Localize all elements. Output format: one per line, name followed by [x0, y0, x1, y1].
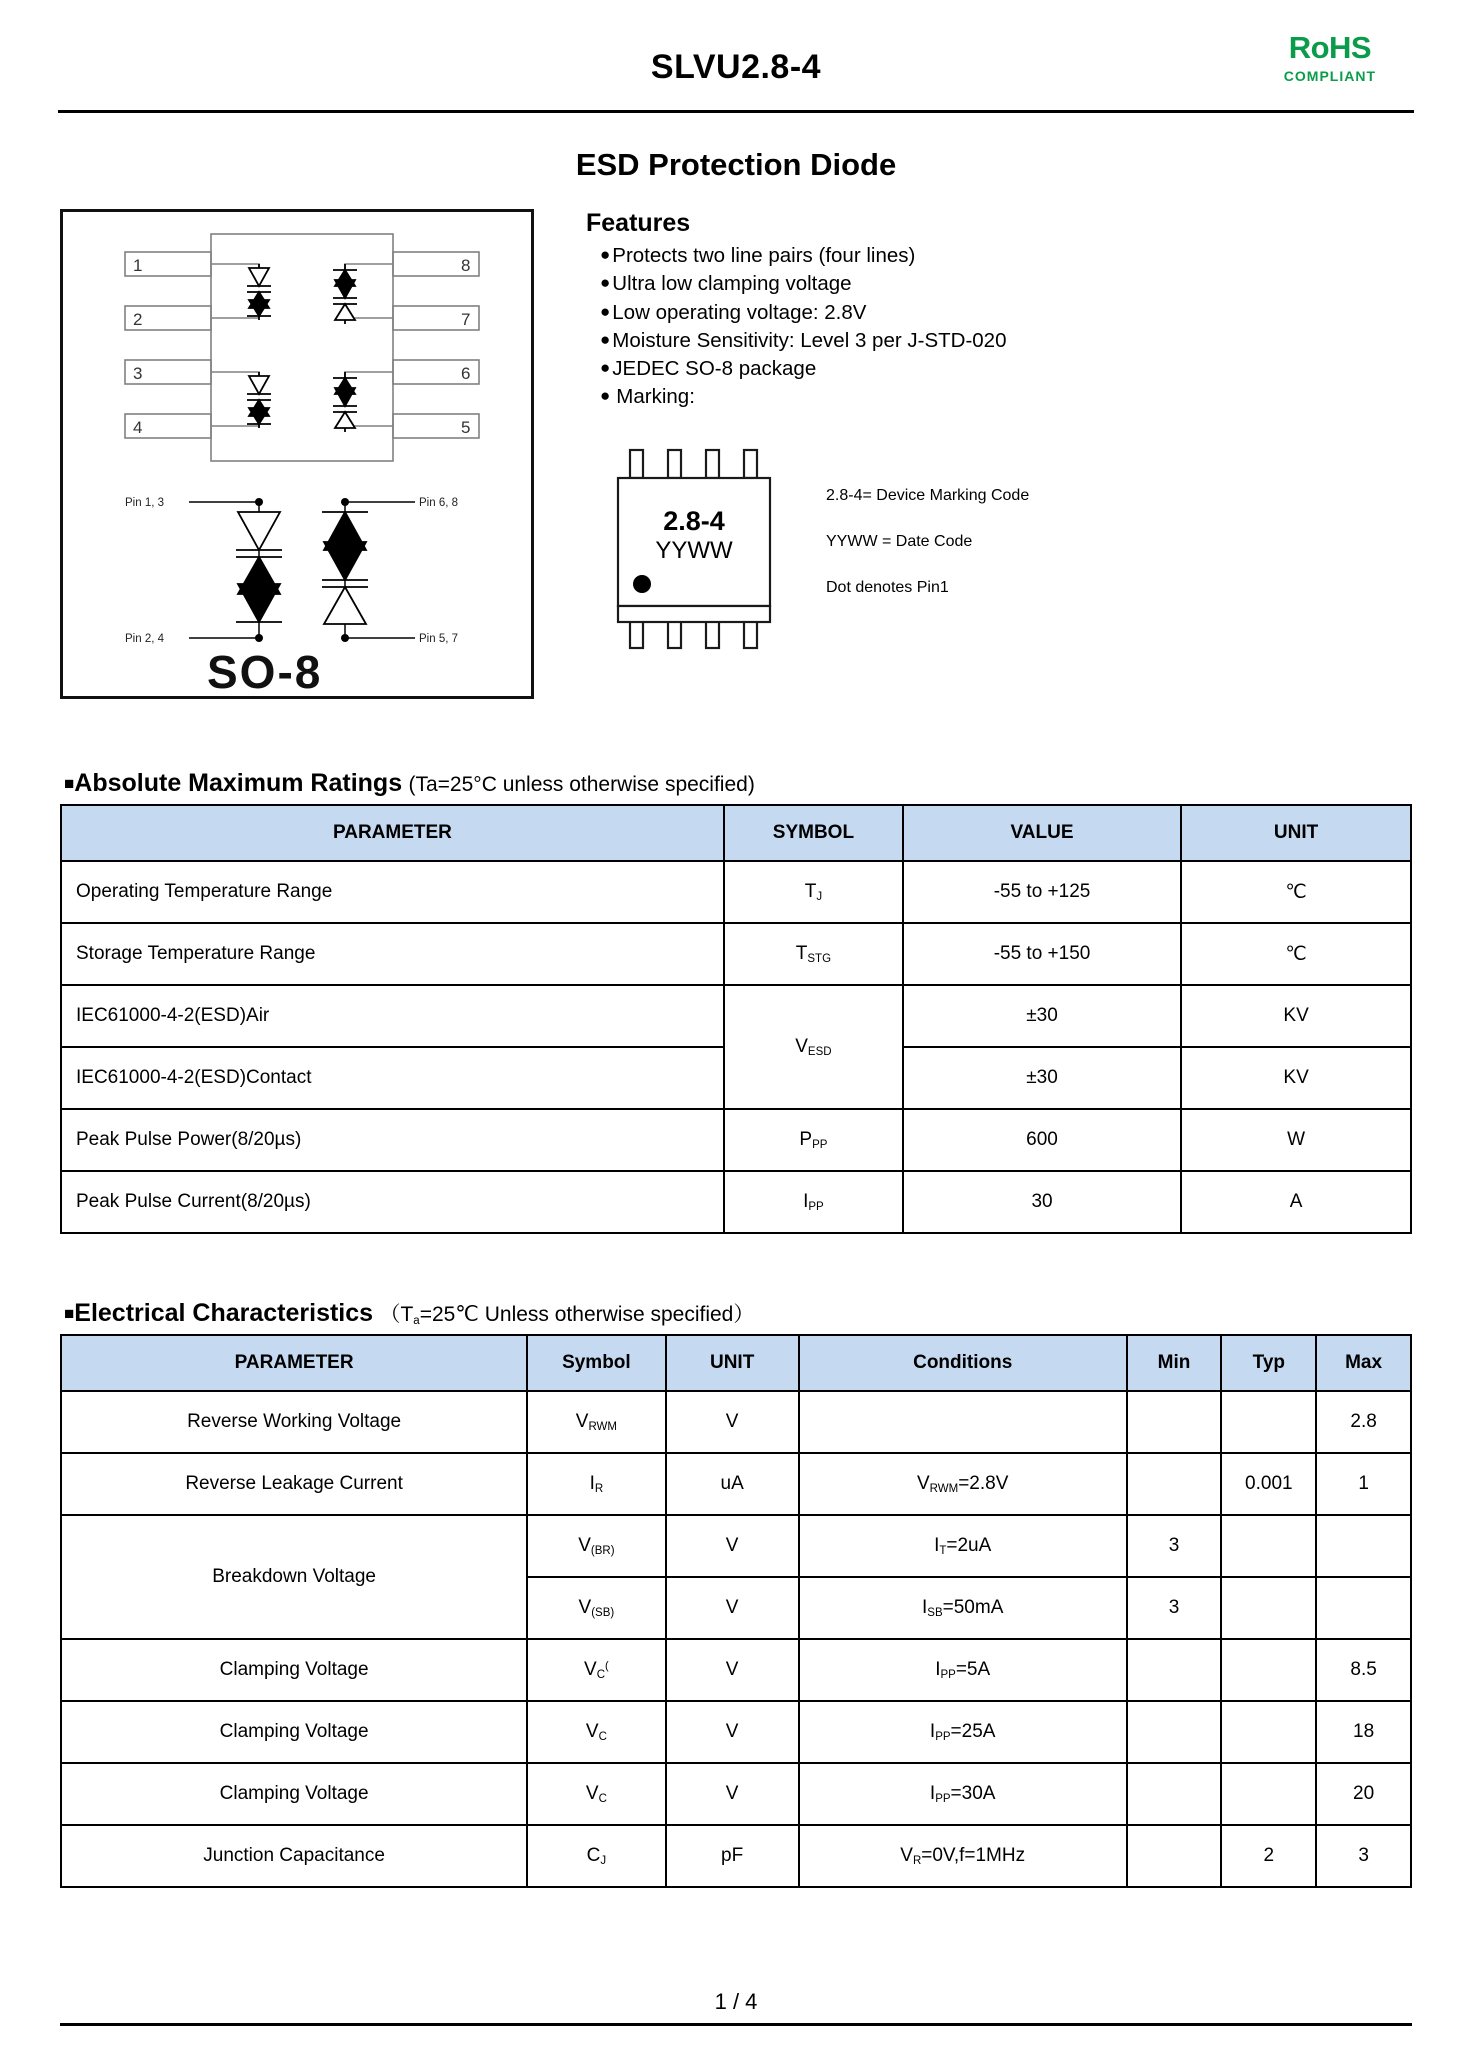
- pin-configuration-diagram: [63, 212, 531, 696]
- electrical-characteristics-table: [60, 1334, 1412, 1888]
- cell-symbol: $V_C$: [527, 1701, 665, 1763]
- pin-number-4: 4: [133, 418, 143, 437]
- feature-text: Moisture Sensitivity: Level 3 per J-STD-020: [612, 328, 1007, 352]
- cell-conditions: [799, 1391, 1127, 1453]
- feature-item: [600, 242, 1412, 270]
- cell-max: 3: [1316, 1825, 1411, 1887]
- feature-item: [600, 270, 1412, 298]
- cell-conditions: $I_{PP}=25A$: [799, 1701, 1127, 1763]
- cell-min: [1127, 1701, 1222, 1763]
- cell-symbol: $P_{PP}$: [724, 1109, 903, 1171]
- cell-typ: [1221, 1577, 1316, 1639]
- cell-parameter: Reverse Working Voltage: [61, 1391, 527, 1453]
- cell-min: 3: [1127, 1515, 1222, 1577]
- col-unit: UNIT: [666, 1335, 799, 1391]
- node-label-pin-2-4: Pin 2, 4: [125, 633, 164, 645]
- cell-typ: 0.001: [1221, 1453, 1316, 1515]
- date-code-text: YYWW: [655, 536, 733, 564]
- cell-conditions: $V_R=0V,f=1MHz$: [799, 1825, 1127, 1887]
- cell-value: ±30: [903, 985, 1181, 1047]
- cell-parameter: Reverse Leakage Current: [61, 1453, 527, 1515]
- node-label-pin-6-8: Pin 6, 8: [419, 497, 458, 509]
- marking-diagram-section: [586, 442, 1412, 657]
- cell-unit: A: [1181, 1171, 1411, 1233]
- feature-item: [600, 383, 1412, 411]
- features-column: [550, 209, 1412, 699]
- cell-symbol: $V_{(SB)}$: [527, 1577, 665, 1639]
- cell-unit: pF: [666, 1825, 799, 1887]
- cell-max: 8.5: [1316, 1639, 1411, 1701]
- abs-max-heading-sub: (Ta=25°C unless otherwise specified): [408, 773, 755, 796]
- cell-unit: V: [666, 1391, 799, 1453]
- bullet-icon: ●: [600, 358, 611, 378]
- cell-unit: ℃: [1181, 923, 1411, 985]
- table-row: [61, 1109, 1411, 1171]
- section-marker-icon: ■: [64, 774, 75, 793]
- page-header: [60, 0, 1412, 110]
- table-row: [61, 985, 1411, 1047]
- page-number: 1 / 4: [714, 1989, 758, 2014]
- cell-max: 18: [1316, 1701, 1411, 1763]
- cell-max: [1316, 1515, 1411, 1577]
- cell-parameter: Operating Temperature Range: [61, 861, 724, 923]
- table-row: [61, 923, 1411, 985]
- cell-unit: KV: [1181, 985, 1411, 1047]
- abs-max-heading: [64, 769, 1412, 798]
- cell-parameter: IEC61000-4-2(ESD)Air: [61, 985, 724, 1047]
- header-divider: [58, 110, 1414, 113]
- features-heading: Features: [586, 209, 691, 237]
- elec-heading-title: Electrical Characteristics: [74, 1299, 374, 1327]
- col-typ: Typ: [1221, 1335, 1316, 1391]
- absolute-maximum-ratings-table: [60, 804, 1412, 1234]
- cell-typ: [1221, 1639, 1316, 1701]
- col-max: Max: [1316, 1335, 1411, 1391]
- marking-note: 2.8-4= Device Marking Code: [826, 486, 1030, 504]
- cell-value: -55 to +150: [903, 923, 1181, 985]
- col-value: VALUE: [903, 805, 1181, 861]
- page-title: ESD Protection Diode: [575, 147, 897, 182]
- feature-item: [600, 299, 1412, 327]
- cell-typ: [1221, 1763, 1316, 1825]
- cell-symbol: $T_J$: [724, 861, 903, 923]
- table-row: [61, 1639, 1411, 1701]
- col-conditions: Conditions: [799, 1335, 1127, 1391]
- col-parameter: PARAMETER: [61, 805, 724, 861]
- table-row: [61, 1825, 1411, 1887]
- cell-symbol: $V_{RWM}$: [527, 1391, 665, 1453]
- footer-divider: [60, 2023, 1412, 2026]
- cell-symbol: $T_{STG}$: [724, 923, 903, 985]
- pin-number-6: 6: [461, 364, 471, 383]
- marking-note: YYWW = Date Code: [826, 532, 973, 550]
- abs-max-heading-title: Absolute Maximum Ratings: [74, 769, 403, 797]
- cell-symbol: $I_R$: [527, 1453, 665, 1515]
- overview-section: [60, 209, 1412, 699]
- cell-conditions: $I_T=2uA$: [799, 1515, 1127, 1577]
- cell-conditions: $I_{SB}=50mA$: [799, 1577, 1127, 1639]
- table-row: [61, 1515, 1411, 1577]
- cell-min: [1127, 1639, 1222, 1701]
- pin-number-8: 8: [461, 256, 471, 275]
- bullet-icon: ●: [600, 301, 611, 321]
- cell-typ: [1221, 1515, 1316, 1577]
- cell-symbol: $V_{(BR)}$: [527, 1515, 665, 1577]
- table-row: [61, 861, 1411, 923]
- feature-text: Protects two line pairs (four lines): [612, 244, 916, 267]
- cell-max: 1: [1316, 1453, 1411, 1515]
- cell-parameter: Junction Capacitance: [61, 1825, 527, 1887]
- table-header-row: [61, 1335, 1411, 1391]
- pin-number-5: 5: [461, 418, 471, 437]
- cell-parameter: Clamping Voltage: [61, 1701, 527, 1763]
- cell-max: 2.8: [1316, 1391, 1411, 1453]
- cell-parameter: IEC61000-4-2(ESD)Contact: [61, 1047, 724, 1109]
- device-marking-code-text: 2.8-4: [663, 505, 725, 536]
- cell-value: 30: [903, 1171, 1181, 1233]
- cell-unit: V: [666, 1763, 799, 1825]
- pin1-dot-icon: [633, 575, 651, 593]
- cell-parameter: Clamping Voltage: [61, 1639, 527, 1701]
- table-row: [61, 1701, 1411, 1763]
- pin-number-1: 1: [133, 256, 143, 275]
- table-row: [61, 1763, 1411, 1825]
- table-header-row: [61, 805, 1411, 861]
- node-label-pin-1-3: Pin 1, 3: [125, 497, 164, 509]
- features-list: [586, 242, 1412, 412]
- feature-text: Low operating voltage: 2.8V: [612, 300, 867, 324]
- rohs-compliant-label: COMPLIANT: [1283, 68, 1376, 84]
- cell-unit: KV: [1181, 1047, 1411, 1109]
- feature-text: Ultra low clamping voltage: [612, 272, 852, 296]
- electrical-characteristics-heading: [64, 1298, 1412, 1328]
- cell-unit: V: [666, 1701, 799, 1763]
- marking-notes: [800, 442, 1029, 657]
- cell-value: ±30: [903, 1047, 1181, 1109]
- cell-parameter: Peak Pulse Current(8/20µs): [61, 1171, 724, 1233]
- table-row: [61, 1171, 1411, 1233]
- cell-unit: W: [1181, 1109, 1411, 1171]
- cell-unit: V: [666, 1515, 799, 1577]
- cell-symbol: $C_J$: [527, 1825, 665, 1887]
- pin-number-2: 2: [133, 310, 143, 329]
- table-row: [61, 1453, 1411, 1515]
- cell-min: [1127, 1391, 1222, 1453]
- cell-parameter: Clamping Voltage: [61, 1763, 527, 1825]
- cell-symbol: $V_C^($: [527, 1639, 665, 1701]
- cell-unit: uA: [666, 1453, 799, 1515]
- col-symbol: SYMBOL: [724, 805, 903, 861]
- section-marker-icon: ■: [64, 1304, 75, 1323]
- cell-min: [1127, 1763, 1222, 1825]
- pin-number-7: 7: [461, 310, 471, 329]
- package-schematic-figure: [60, 209, 534, 699]
- bullet-icon: ●: [600, 245, 611, 264]
- table-row: [61, 1391, 1411, 1453]
- bullet-icon: ●: [600, 273, 611, 293]
- feature-item: [600, 327, 1412, 355]
- cell-parameter: Peak Pulse Power(8/20µs): [61, 1109, 724, 1171]
- cell-max: [1316, 1577, 1411, 1639]
- col-unit: UNIT: [1181, 805, 1411, 861]
- cell-min: [1127, 1453, 1222, 1515]
- col-min: Min: [1127, 1335, 1222, 1391]
- document-title: SLVU2.8-4: [650, 48, 822, 86]
- col-parameter: PARAMETER: [61, 1335, 527, 1391]
- cell-symbol: $V_C$: [527, 1763, 665, 1825]
- cell-unit: V: [666, 1639, 799, 1701]
- col-symbol: Symbol: [527, 1335, 665, 1391]
- cell-conditions: $I_{PP}=5A$: [799, 1639, 1127, 1701]
- cell-unit: V: [666, 1577, 799, 1639]
- bullet-icon: ●: [600, 329, 611, 349]
- cell-typ: [1221, 1701, 1316, 1763]
- feature-text: Marking:: [616, 385, 695, 409]
- pin-number-3: 3: [133, 364, 143, 383]
- cell-conditions: $I_{PP}=30A$: [799, 1763, 1127, 1825]
- marking-note: Dot denotes Pin1: [826, 578, 949, 596]
- feature-text: JEDEC SO-8 package: [612, 357, 817, 381]
- page-footer: [60, 1989, 1412, 2026]
- cell-typ: [1221, 1391, 1316, 1453]
- cell-unit: ℃: [1181, 861, 1411, 923]
- figure-column: [60, 209, 550, 699]
- cell-value: 600: [903, 1109, 1181, 1171]
- cell-parameter: Storage Temperature Range: [61, 923, 724, 985]
- cell-min: [1127, 1825, 1222, 1887]
- cell-value: -55 to +125: [903, 861, 1181, 923]
- so8-marking-diagram: [610, 442, 800, 657]
- rohs-label: RoHS: [1288, 30, 1372, 65]
- package-name-label: SO-8: [207, 646, 323, 696]
- cell-conditions: $V_{RWM}=2.8V$: [799, 1453, 1127, 1515]
- equivalent-circuit: [189, 502, 415, 638]
- node-label-pin-5-7: Pin 5, 7: [419, 633, 458, 645]
- cell-symbol: $I_{PP}$: [724, 1171, 903, 1233]
- elec-heading-sub: （$T_a=25℃$ Unless otherwise specified）: [379, 1303, 755, 1327]
- cell-max: 20: [1316, 1763, 1411, 1825]
- bullet-icon: ●: [600, 386, 611, 406]
- cell-symbol: $V_{ESD}$: [724, 985, 903, 1109]
- rohs-compliant-logo: [1284, 30, 1376, 84]
- cell-min: 3: [1127, 1577, 1222, 1639]
- feature-item: [600, 355, 1412, 383]
- cell-parameter: Breakdown Voltage: [61, 1515, 527, 1639]
- cell-typ: 2: [1221, 1825, 1316, 1887]
